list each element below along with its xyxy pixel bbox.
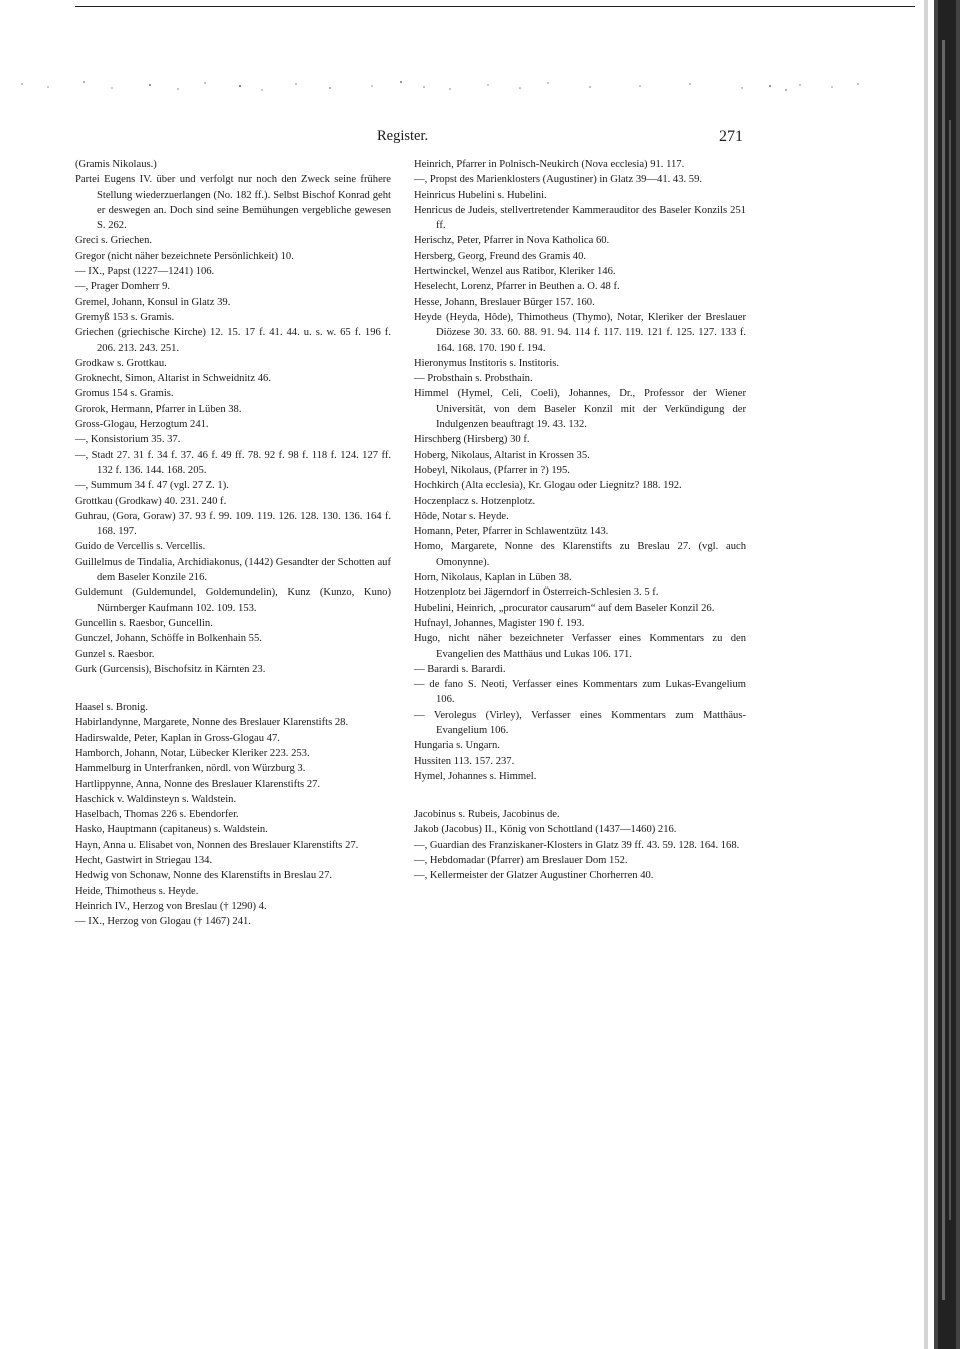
section-gap <box>75 677 391 700</box>
index-entry: Heyde (Heyda, Hôde), Thimotheus (Thymo), Notar, Kleriker der Breslauer Diözese 30. 33. 60. 88. 91. 94. 114 f. 117. 119. 121 f. 125. 127. 133 f. 164. 168. 170. 190 f. 194. <box>414 311 746 354</box>
index-entry: Hieronymus Institoris s. Institoris. <box>414 357 560 369</box>
index-entry: —, Propst des Marienklosters (Augustiner) in Glatz 39—41. 43. 59. <box>414 174 703 186</box>
index-entry: Herischz, Peter, Pfarrer in Nova Katholica 60. <box>414 235 610 247</box>
page-header <box>75 128 743 148</box>
top-rule <box>75 6 915 7</box>
index-entry: Griechen (griechische Kirche) 12. 15. 17 f. 41. 44. u. s. w. 65 f. 196 f. 206. 213. 243. 251. <box>75 327 391 354</box>
index-entry: Hôde, Notar s. Heyde. <box>414 510 509 522</box>
index-entry: Hungaria s. Ungarn. <box>414 740 500 752</box>
index-entry: Hubelini, Heinrich, „procurator causarum“ auf dem Baseler Konzil 26. <box>414 602 715 614</box>
index-entry: Hecht, Gastwirt in Striegau 134. <box>75 855 213 867</box>
index-entry: Partei Eugens IV. über und verfolgt nur noch den Zweck seine frühere Stellung wiederzuerlangen (No. 182 ff.). Selbst Bischof Konrad geht er deswegen an. Doch sind seine Bemühungen vergebliche gewesen S. 262. <box>75 174 391 232</box>
index-entry: Grottkau (Grodkaw) 40. 231. 240 f. <box>75 495 227 507</box>
index-entry: Henricus de Judeis, stellvertretender Kammerauditor des Baseler Konzils 251 ff. <box>414 204 746 232</box>
index-entry: (Gramis Nikolaus.) <box>75 159 157 170</box>
index-entry: Heselecht, Lorenz, Pfarrer in Beuthen a. O. 48 f. <box>414 281 620 293</box>
index-entry: Hersberg, Georg, Freund des Gramis 40. <box>414 250 587 262</box>
index-entry: Homann, Peter, Pfarrer in Schlawentzütz 143. <box>414 526 609 538</box>
running-head: Register. <box>377 128 429 144</box>
scan-edge-shadow <box>924 0 960 1349</box>
index-entry: —, Stadt 27. 31 f. 34 f. 37. 46 f. 49 ff. 78. 92 f. 98 f. 118 f. 124. 127 ff. 132 f. 136. 144. 168. 205. <box>75 449 391 476</box>
index-entry: Hoberg, Nikolaus, Altarist in Krossen 35. <box>414 449 590 461</box>
index-entry: Jacobinus s. Rubeis, Jacobinus de. <box>414 809 560 821</box>
index-entry: Gunzel s. Raesbor. <box>75 648 155 660</box>
index-entry: Himmel (Hymel, Celi, Coeli), Johannes, Dr., Professor der Wiener Universität, von dem Baseler Konzil mit der Verkündigung der Indulgenzen beauftragt 19. 43. 132. <box>414 388 746 431</box>
index-entry: Gremel, Johann, Konsul in Glatz 39. <box>75 296 231 308</box>
index-entry: Hartlippynne, Anna, Nonne des Breslauer Klarenstifts 27. <box>75 778 321 790</box>
index-entry: Grodkaw s. Grottkau. <box>75 357 167 369</box>
index-entry: Hobeyl, Nikolaus, (Pfarrer in ?) 195. <box>414 464 570 476</box>
right-column <box>414 157 746 884</box>
index-entry: Hasko, Hauptmann (capitaneus) s. Waldstein. <box>75 824 268 836</box>
index-entry: Hussiten 113. 157. 237. <box>414 755 515 767</box>
index-entry: —, Prager Domherr 9. <box>75 281 171 293</box>
index-entry: Gremyß 153 s. Gramis. <box>75 311 175 323</box>
index-entry: Hertwinckel, Wenzel aus Ratibor, Kleriker 146. <box>414 266 616 278</box>
index-entry: Habirlandynne, Margarete, Nonne des Breslauer Klarenstifts 28. <box>75 717 349 729</box>
index-entry: —, Summum 34 f. 47 (vgl. 27 Z. 1). <box>75 480 229 492</box>
index-entry: Hugo, nicht näher bezeichneter Verfasser eines Kommentars zu den Evangelien des Matthäus und Lukas 106. 171. <box>414 633 746 660</box>
index-entry: Hirschberg (Hirsberg) 30 f. <box>414 434 530 446</box>
index-entry: — de fano S. Neoti, Verfasser eines Kommentars zum Lukas-Evangelium 106. <box>414 679 746 706</box>
index-entry: Hesse, Johann, Breslauer Bürger 157. 160. <box>414 296 595 308</box>
index-entry: — IX., Papst (1227—1241) 106. <box>75 266 215 278</box>
index-entry: Gregor (nicht näher bezeichnete Persönlichkeit) 10. <box>75 250 294 262</box>
index-entry: Hufnayl, Johannes, Magister 190 f. 193. <box>414 617 585 629</box>
index-entry: Heinricus Hubelini s. Hubelini. <box>414 189 547 201</box>
index-entry: Groknecht, Simon, Altarist in Schweidnitz 46. <box>75 373 271 385</box>
index-entry: —, Kellermeister der Glatzer Augustiner Chorherren 40. <box>414 870 654 882</box>
index-entry: Hammelburg in Unterfranken, nördl. von Würzburg 3. <box>75 763 306 775</box>
index-entry: — IX., Herzog von Glogau († 1467) 241. <box>75 916 251 928</box>
section-gap <box>414 784 746 807</box>
index-entry: Gurk (Gurcensis), Bischofsitz in Kärnten 23. <box>75 663 266 675</box>
index-entry: Hotzenplotz bei Jägerndorf in Österreich-Schlesien 3. 5 f. <box>414 587 659 599</box>
index-entry: — Verolegus (Virley), Verfasser eines Kommentars zum Matthäus-Evangelium 106. <box>414 709 746 736</box>
index-entry: —, Hebdomadar (Pfarrer) am Breslauer Dom 152. <box>414 855 628 867</box>
index-entry: Hymel, Johannes s. Himmel. <box>414 770 537 782</box>
index-entry: Hedwig von Schonaw, Nonne des Klarenstifts in Breslau 27. <box>75 870 333 882</box>
index-entry: Grorok, Hermann, Pfarrer in Lüben 38. <box>75 403 242 415</box>
index-entry: Gross-Glogau, Herzogtum 241. <box>75 419 209 431</box>
index-entry: Heide, Thimotheus s. Heyde. <box>75 885 199 897</box>
index-entry: Heinrich IV., Herzog von Breslau († 1290) 4. <box>75 900 267 912</box>
left-column <box>75 157 391 930</box>
index-entry: Gromus 154 s. Gramis. <box>75 388 174 400</box>
scan-noise <box>0 70 960 100</box>
index-entry: Haschick v. Waldinsteyn s. Waldstein. <box>75 793 237 805</box>
index-entry: Gunczel, Johann, Schöffe in Bolkenhain 55. <box>75 633 262 645</box>
index-entry: — Barardi s. Barardi. <box>414 663 506 675</box>
index-entry: —, Guardian des Franziskaner-Klosters in Glatz 39 ff. 43. 59. 128. 164. 168. <box>414 839 740 851</box>
index-entry: Hayn, Anna u. Elisabet von, Nonnen des Breslauer Klarenstifts 27. <box>75 839 359 851</box>
index-entry: Heinrich, Pfarrer in Polnisch-Neukirch (Nova ecclesia) 91. 117. <box>414 159 685 170</box>
index-entry: Guillelmus de Tindalia, Archidiakonus, (1442) Gesandter der Schotten auf dem Baseler Konzile 216. <box>75 556 391 584</box>
index-entry: Guncellin s. Raesbor, Guncellin. <box>75 617 213 629</box>
index-entry: Guldemunt (Guldemundel, Goldemundelin), Kunz (Kunzo, Kuno) Nürnberger Kaufmann 102. 109. 153. <box>75 587 391 614</box>
index-entry: Hoczenplacz s. Hotzenplotz. <box>414 495 536 507</box>
index-entry: Guido de Vercellis s. Vercellis. <box>75 541 206 553</box>
index-entry: Greci s. Griechen. <box>75 235 153 247</box>
index-entry: Hadirswalde, Peter, Kaplan in Gross-Glogau 47. <box>75 732 280 744</box>
index-entry: — Probsthain s. Probsthain. <box>414 373 533 385</box>
index-entry: —, Konsistorium 35. 37. <box>75 434 181 446</box>
index-entry: Haasel s. Bronig. <box>75 702 148 714</box>
index-entry: Hamborch, Johann, Notar, Lübecker Kleriker 223. 253. <box>75 747 310 759</box>
index-entry: Haselbach, Thomas 226 s. Ebendorfer. <box>75 809 239 821</box>
index-entry: Jakob (Jacobus) II., König von Schottland (1437—1460) 216. <box>414 824 677 836</box>
page-number: 271 <box>719 128 743 145</box>
index-entry: Guhrau, (Gora, Goraw) 37. 93 f. 99. 109. 119. 126. 128. 130. 136. 164 f. 168. 197. <box>75 510 391 538</box>
index-entry: Hochkirch (Alta ecclesia), Kr. Glogau oder Liegnitz? 188. 192. <box>414 480 682 492</box>
index-entry: Homo, Margarete, Nonne des Klarenstifts zu Breslau 27. (vgl. auch Omonynne). <box>414 541 746 568</box>
index-entry: Horn, Nikolaus, Kaplan in Lüben 38. <box>414 572 572 584</box>
